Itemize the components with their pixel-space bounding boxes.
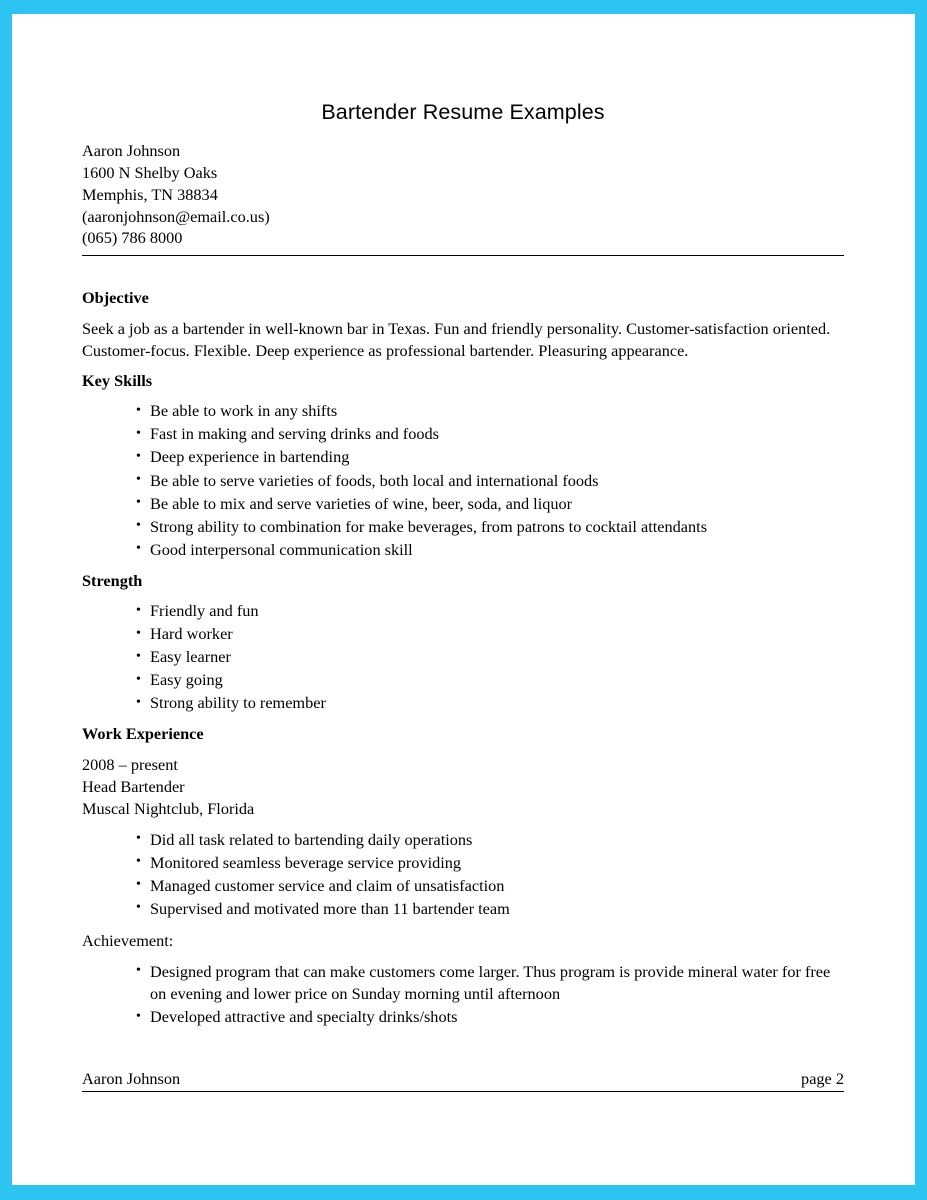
footer-row xyxy=(82,1069,844,1091)
section-objective xyxy=(82,288,844,362)
spacer xyxy=(82,921,844,930)
contact-city-state-zip: Memphis, TN 38834 xyxy=(82,184,218,204)
achievement-heading: Achievement: xyxy=(82,930,174,950)
work-experience-heading: Work Experience xyxy=(82,724,204,744)
header-divider xyxy=(82,255,844,256)
contact-street: 1600 N Shelby Oaks xyxy=(82,162,218,182)
list-item: • Strong ability to remember xyxy=(82,692,844,715)
key-skills-heading: Key Skills xyxy=(82,371,153,390)
list-item: • Developed attractive and specialty drinks/shots xyxy=(82,1006,844,1029)
objective-heading: Objective xyxy=(82,288,149,308)
achievement-list xyxy=(82,961,844,1029)
objective-text: Seek a job as a bartender in well-known bar in Texas. Fun and friendly personality. Customer-satisfaction oriented. Customer-focus. Flexible. Deep experience as professional bartender. Pleasuring appearance. xyxy=(82,318,831,360)
list-item: • Friendly and fun xyxy=(82,600,844,623)
list-item: • Supervised and motivated more than 11 bartender team xyxy=(82,898,844,921)
list-item: • Managed customer service and claim of unsatisfaction xyxy=(82,875,844,898)
list-item: • Designed program that can make customers come larger. Thus program is provide mineral water for free on evening and lower price on Sunday morning until afternoon xyxy=(82,961,844,1006)
contact-phone: (065) 786 8000 xyxy=(82,228,183,248)
footer-divider xyxy=(82,1091,844,1092)
list-item: • Easy going xyxy=(82,669,844,692)
list-item: • Be able to mix and serve varieties of wine, beer, soda, and liquor xyxy=(82,493,844,516)
list-item: • Monitored seamless beverage service providing xyxy=(82,852,844,875)
list-item: • Be able to serve varieties of foods, both local and international foods xyxy=(82,470,844,493)
work-experience-employer: Muscal Nightclub, Florida xyxy=(82,798,255,818)
strength-heading: Strength xyxy=(82,570,143,590)
resume-page xyxy=(12,14,915,1185)
contact-block xyxy=(82,140,844,250)
list-item: • Strong ability to combination for make beverages, from patrons to cocktail attendants xyxy=(82,516,844,539)
list-item: • Hard worker xyxy=(82,623,844,646)
resume-content xyxy=(82,100,844,1029)
work-experience-meta xyxy=(82,754,844,820)
strength-list xyxy=(82,600,844,715)
list-item: • Be able to work in any shifts xyxy=(82,400,844,423)
list-item: • Easy learner xyxy=(82,646,844,669)
section-strength xyxy=(82,571,844,715)
work-experience-dates: 2008 – present xyxy=(82,754,178,774)
section-key-skills xyxy=(82,371,844,561)
work-experience-list xyxy=(82,829,844,921)
list-item: • Fast in making and serving drinks and foods xyxy=(82,423,844,446)
key-skills-list xyxy=(82,400,844,561)
work-experience-role: Head Bartender xyxy=(82,776,185,796)
section-achievement xyxy=(82,930,844,1029)
list-item: • Deep experience in bartending xyxy=(82,446,844,469)
spacer xyxy=(82,715,844,724)
footer-page-number: page 2 xyxy=(801,1069,844,1088)
section-work-experience xyxy=(82,724,844,920)
list-item: • Did all task related to bartending daily operations xyxy=(82,829,844,852)
contact-name: Aaron Johnson xyxy=(82,140,181,160)
contact-email: (aaronjohnson@email.co.us) xyxy=(82,206,270,226)
page-footer xyxy=(82,1069,844,1092)
spacer xyxy=(82,562,844,571)
list-item: • Good interpersonal communication skill xyxy=(82,539,844,562)
page-title: Bartender Resume Examples xyxy=(321,100,605,124)
footer-name: Aaron Johnson xyxy=(82,1069,181,1088)
